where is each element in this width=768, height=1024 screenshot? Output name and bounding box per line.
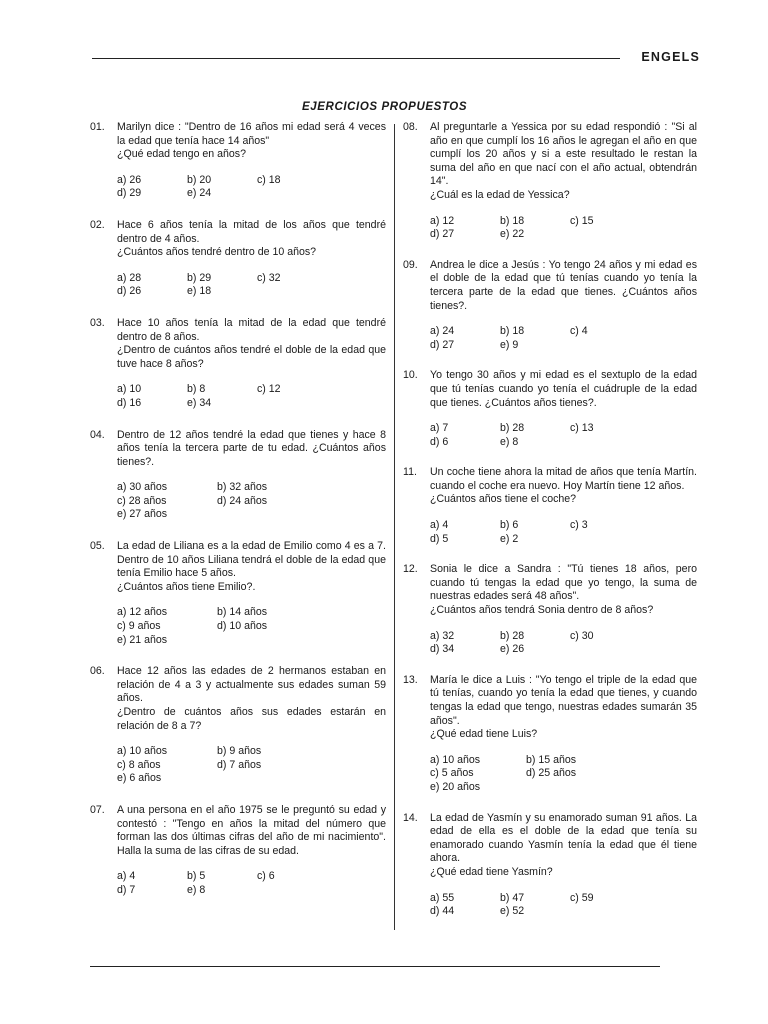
answer-options	[430, 422, 697, 449]
answer-option: a) 4	[117, 870, 136, 883]
problem-statement: Marilyn dice : "Dentro de 16 años mi edad será 4 veces la edad que tenía hace 14 años" ¿Qué edad tengo en años?	[117, 121, 386, 161]
problem-number: 14.	[403, 811, 418, 824]
answer-option: b) 20	[187, 173, 212, 186]
problem-statement: Andrea le dice a Jesús : Yo tengo 24 años y mi edad es el doble de la edad que tú tenías cuando yo tenía la tercera parte de la edad que tienes. ¿Cuántos años tienes?.	[430, 258, 697, 312]
problem-statement: Hace 12 años las edades de 2 hermanos estaban en relación de 4 a 3 y actualmente sus edades suman 59 años. ¿Dentro de cuántos años sus edades estarán en relación de 8 a 7?	[117, 665, 386, 732]
answer-option: a) 55	[430, 891, 455, 904]
problem-body	[430, 466, 697, 546]
problem	[90, 540, 386, 647]
answer-option: d) 26	[117, 285, 142, 298]
answer-option: e) 8	[500, 435, 519, 448]
answer-option: a) 10 años	[430, 753, 481, 766]
problem	[403, 812, 697, 919]
answer-options	[117, 272, 386, 299]
brand-name: ENGELS	[641, 50, 700, 64]
problem-statement: A una persona en el año 1975 se le preguntó su edad y contestó : "Tengo en años la mitad del número que forman las dos últimas cifras del año de mi nacimiento". Halla la suma de las cifras de su edad.	[117, 803, 386, 857]
answer-options	[117, 870, 386, 897]
problem-number: 08.	[403, 121, 418, 133]
answer-option: a) 30 años	[117, 481, 168, 494]
answer-option: a) 7	[430, 422, 449, 435]
problem	[90, 317, 386, 411]
answer-option: b) 6	[500, 519, 519, 532]
problem-number: 13.	[403, 673, 418, 686]
answer-option: e) 18	[187, 285, 212, 298]
problem-statement: Sonia le dice a Sandra : "Tú tienes 18 años, pero cuando tú tengas la edad que yo tengo, la suma de nuestras edades será 48 años". ¿Cuántos años tendrá Sonia dentro de 8 años?	[430, 563, 697, 617]
right-column	[403, 121, 697, 919]
answer-option: c) 15	[570, 214, 594, 227]
answer-option: a) 26	[117, 173, 142, 186]
problem-body	[117, 540, 386, 647]
problem-body	[430, 369, 697, 449]
answer-options	[117, 174, 386, 201]
answer-option: b) 15 años	[526, 753, 577, 766]
problem	[403, 466, 697, 546]
problem	[403, 563, 697, 657]
answer-option: d) 24 años	[217, 494, 268, 507]
answer-option: e) 2	[500, 532, 519, 545]
problem-body	[430, 563, 697, 657]
answer-option: e) 20 años	[430, 780, 481, 793]
answer-option: c) 5 años	[430, 767, 474, 780]
problem-statement: Hace 6 años tenía la mitad de los años que tendré dentro de 4 años. ¿Cuántos años tendré dentro de 10 años?	[117, 218, 386, 259]
footer-rule	[90, 966, 660, 967]
problem-body	[430, 259, 697, 353]
answer-option: d) 25 años	[526, 767, 577, 780]
problem-number: 06.	[90, 665, 105, 678]
answer-option: d) 29	[117, 187, 142, 200]
problem-body	[430, 812, 697, 919]
problem	[403, 259, 697, 353]
problem-statement: Hace 10 años tenía la mitad de la edad que tendré dentro de 8 años. ¿Dentro de cuántos años tendré el doble de la edad que tuve hace 8 años?	[117, 316, 386, 370]
left-column	[90, 121, 386, 898]
problem-number: 10.	[403, 369, 418, 382]
answer-option: e) 34	[187, 396, 212, 409]
answer-option: a) 10	[117, 383, 142, 396]
answer-options	[117, 745, 386, 786]
answer-option: d) 5	[430, 532, 449, 545]
problem-body	[430, 121, 697, 242]
answer-option: e) 27 años	[117, 508, 168, 521]
answer-option: d) 16	[117, 396, 142, 409]
answer-options	[117, 481, 386, 522]
answer-options	[430, 215, 697, 242]
answer-option: d) 27	[430, 228, 455, 241]
answer-option: c) 4	[570, 325, 588, 338]
problem	[403, 674, 697, 795]
answer-option: c) 18	[257, 173, 281, 186]
answer-option: c) 6	[257, 870, 275, 883]
problem-body	[117, 121, 386, 201]
column-divider	[394, 124, 395, 930]
answer-options	[430, 325, 697, 352]
answer-option: a) 4	[430, 519, 449, 532]
problem-statement: La edad de Yasmín y su enamorado suman 91 años. La edad de ella es el doble de la edad que tenía su enamorado cuando Yasmín tenía la edad que él tiene ahora. ¿Qué edad tiene Yasmín?	[430, 811, 697, 878]
answer-options	[430, 892, 697, 919]
problem-body	[117, 429, 386, 523]
answer-option: b) 14 años	[217, 606, 268, 619]
answer-option: e) 26	[500, 643, 525, 656]
answer-option: c) 3	[570, 519, 588, 532]
problem	[90, 429, 386, 523]
answer-option: c) 59	[570, 891, 594, 904]
answer-option: e) 22	[500, 228, 525, 241]
answer-options	[117, 606, 386, 647]
answer-option: c) 8 años	[117, 758, 161, 771]
answer-option: b) 32 años	[217, 481, 268, 494]
answer-option: b) 5	[187, 870, 206, 883]
answer-option: c) 30	[570, 629, 594, 642]
answer-option: b) 18	[500, 325, 525, 338]
problem-number: 01.	[90, 121, 105, 133]
answer-option: b) 18	[500, 214, 525, 227]
problem	[90, 219, 386, 299]
answer-option: c) 9 años	[117, 620, 161, 633]
section-title: EJERCICIOS PROPUESTOS	[302, 101, 468, 113]
answer-option: b) 9 años	[217, 745, 262, 758]
problem-statement: Yo tengo 30 años y mi edad es el sextuplo de la edad que tú tenías cuando yo tenía el cuádruple de la edad que tienes. ¿Cuántos años tienes?.	[430, 369, 697, 409]
problem-statement: La edad de Liliana es a la edad de Emilio como 4 es a 7. Dentro de 10 años Liliana tendrá el doble de la edad que tenía Emilio hace 5 años. ¿Cuántos años tiene Emilio?.	[117, 540, 386, 593]
answer-option: e) 8	[187, 883, 206, 896]
problem-number: 05.	[90, 540, 105, 553]
problem-number: 09.	[403, 258, 418, 271]
problem-number: 07.	[90, 803, 105, 816]
answer-option: b) 28	[500, 629, 525, 642]
answer-option: b) 8	[187, 383, 206, 396]
answer-option: d) 10 años	[217, 620, 268, 633]
problem-statement: Al preguntarle a Yessica por su edad respondió : "Si al año en que cumplí los 16 años le agregan el año en que cumplí los 20 años y si a este resultado le restan la suma del año en que nací con el año actual, obtendrán 14". ¿Cuál es la edad de Yessica?	[430, 121, 697, 201]
answer-options	[117, 383, 386, 410]
problem-number: 11.	[403, 466, 417, 479]
problem-body	[117, 665, 386, 786]
answer-options	[430, 630, 697, 657]
problem	[90, 121, 386, 201]
problem-number: 03.	[90, 316, 105, 329]
problem	[90, 665, 386, 786]
problem	[403, 121, 697, 242]
answer-option: c) 32	[257, 271, 281, 284]
answer-option: e) 24	[187, 187, 212, 200]
answer-option: c) 12	[257, 383, 281, 396]
answer-option: b) 28	[500, 422, 525, 435]
answer-option: d) 7	[117, 883, 136, 896]
answer-option: c) 13	[570, 422, 594, 435]
problem-number: 04.	[90, 428, 105, 441]
answer-option: e) 52	[500, 905, 525, 918]
answer-option: d) 44	[430, 905, 455, 918]
answer-option: a) 10 años	[117, 745, 168, 758]
answer-option: a) 12 años	[117, 606, 168, 619]
answer-option: a) 24	[430, 325, 455, 338]
answer-option: c) 28 años	[117, 494, 167, 507]
problem-number: 12.	[403, 563, 418, 576]
problem-body	[117, 219, 386, 299]
answer-option: d) 6	[430, 435, 449, 448]
answer-option: d) 27	[430, 338, 455, 351]
answer-option: b) 47	[500, 891, 525, 904]
answer-option: e) 21 años	[117, 633, 168, 646]
problem-statement: María le dice a Luis : "Yo tengo el triple de la edad que tú tenías, cuando yo tenía la edad que tienes, y cuando tengas la edad que tengo, nuestras edades sumarán 35 años". ¿Qué edad tiene Luis?	[430, 673, 697, 741]
problem-statement: Un coche tiene ahora la mitad de años que tenía Martín. cuando el coche era nuevo. Hoy Martín tiene 12 años. ¿Cuántos años tiene el coche?	[430, 466, 697, 506]
problem-body	[430, 674, 697, 795]
answer-option: d) 34	[430, 643, 455, 656]
answer-option: e) 9	[500, 338, 519, 351]
answer-option: e) 6 años	[117, 772, 162, 785]
problem-statement: Dentro de 12 años tendré la edad que tienes y hace 8 años tenía la tercera parte de tu edad. ¿Cuántos años tienes?.	[117, 428, 386, 468]
header-rule	[92, 58, 620, 59]
answer-options	[430, 754, 697, 795]
problem	[90, 804, 386, 898]
problem-body	[117, 317, 386, 411]
page-header	[92, 52, 700, 66]
answer-option: a) 28	[117, 271, 142, 284]
answer-option: b) 29	[187, 271, 212, 284]
problem-body	[117, 804, 386, 898]
answer-option: a) 12	[430, 214, 455, 227]
problem	[403, 369, 697, 449]
problem-number: 02.	[90, 218, 105, 231]
answer-option: d) 7 años	[217, 758, 262, 771]
answer-option: a) 32	[430, 629, 455, 642]
answer-options	[430, 519, 697, 546]
